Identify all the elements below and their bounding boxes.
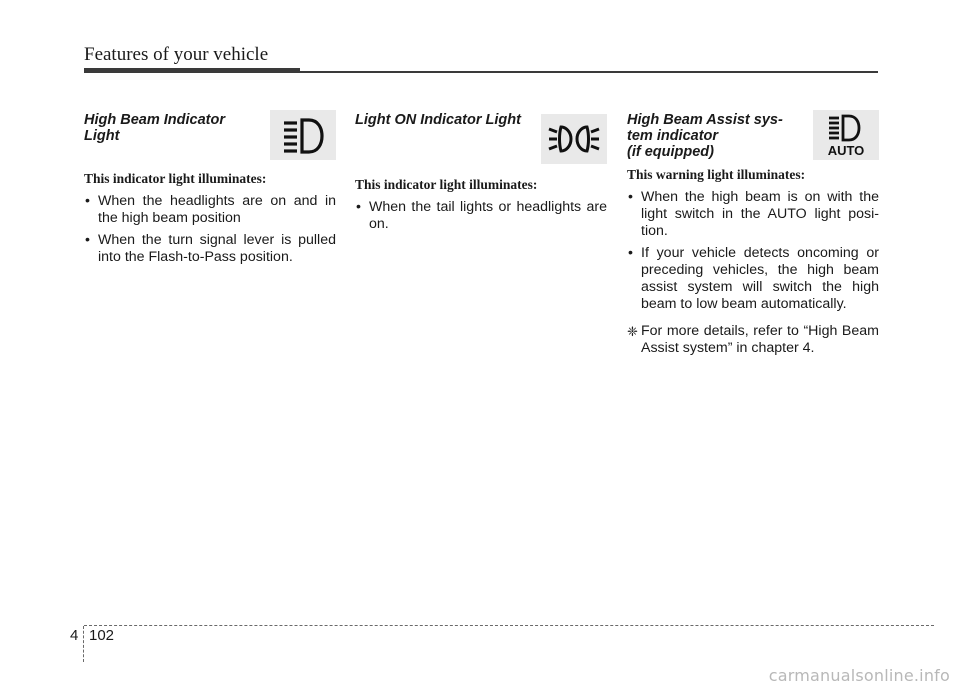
bullet-item: • If your vehicle detects oncoming or preceding vehicles, the high beam assist system will switch the high beam to low beam automatically.: [627, 245, 879, 313]
note-mark-icon: ❈: [627, 324, 638, 339]
section-heading-row: [355, 110, 607, 172]
section-light-on-indicator: [355, 110, 607, 238]
footer-divider: [83, 626, 84, 662]
bullet-item: • When the turn signal lever is pulled into the Flash-to-Pass position.: [84, 232, 336, 266]
page-header-title: Features of your vehicle: [84, 44, 269, 65]
section-high-beam-indicator: [84, 110, 336, 271]
high-beam-icon: [270, 110, 336, 160]
bullet-list: [84, 193, 336, 266]
header-rule-thick: [84, 68, 300, 73]
section-heading: Light ON Indicator Light: [355, 112, 521, 128]
section-lead: This indicator light illuminates:: [355, 177, 538, 192]
section-lead: This warning light illuminates:: [627, 167, 806, 182]
note-text: For more details, refer to “High Beam Assist system” in chapter 4.: [641, 323, 879, 356]
bullet-item: • When the high beam is on with the light switch in the AUTO light posi- tion.: [627, 189, 879, 240]
chapter-number: 4: [70, 627, 79, 644]
section-lead: This indicator light illuminates:: [84, 171, 267, 186]
reference-note: [627, 323, 879, 357]
section-heading-row: [84, 110, 336, 166]
section-heading: High Beam Indicator Light: [84, 112, 225, 144]
section-heading-line: High Beam Assist sys-: [627, 112, 783, 128]
footer-rule: [84, 625, 934, 626]
bullet-list: [627, 189, 879, 313]
section-heading: [627, 112, 803, 160]
section-heading-line: tem indicator: [627, 128, 719, 144]
section-heading-line: (if equipped): [627, 144, 714, 160]
bullet-item: • When the tail lights or headlights are on.: [355, 199, 607, 233]
watermark: carmanualsonline.info: [768, 666, 950, 685]
icon-auto-label: AUTO: [827, 143, 865, 157]
section-heading-row: [627, 110, 879, 172]
section-high-beam-assist-indicator: [627, 110, 879, 357]
tail-lights-icon: [541, 114, 607, 164]
high-beam-auto-icon: [813, 110, 879, 160]
bullet-list: [355, 199, 607, 233]
header-rule-thin: [300, 71, 878, 73]
bullet-item: • When the headlights are on and in the high beam position: [84, 193, 336, 227]
page-number: 102: [89, 627, 115, 644]
